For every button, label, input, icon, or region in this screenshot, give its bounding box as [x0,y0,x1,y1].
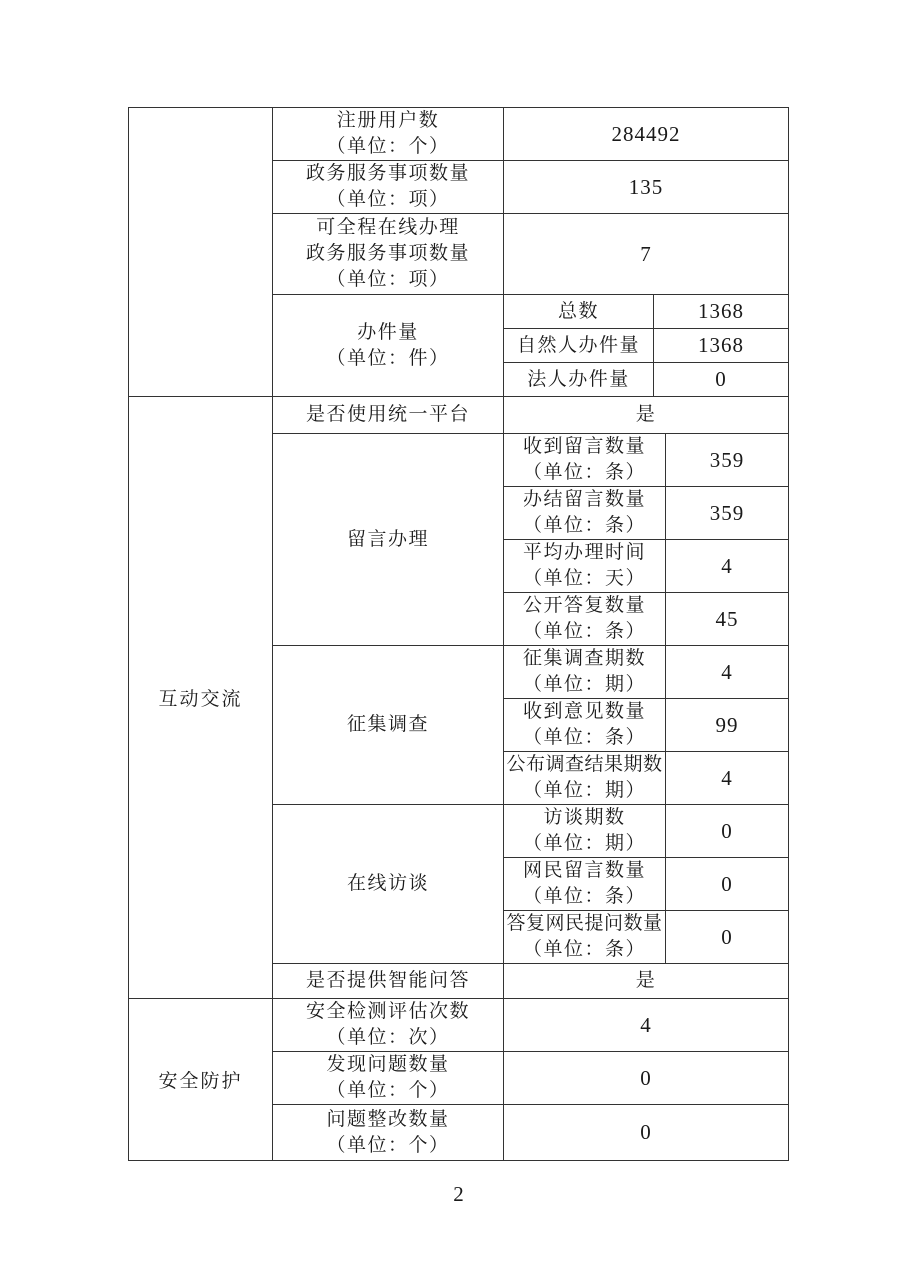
cell-problems-found-label [273,1052,504,1105]
cell-full-online-items-value: 7 [504,214,789,295]
row-unit: （单位：期） [522,780,646,801]
section-interaction-label: 互动交流 [129,397,273,999]
row-label: 答复网民提问数量 [506,913,663,934]
cell-service-items-label [273,161,504,214]
row-unit: （单位：个） [326,136,450,157]
row-unit: （单位：个） [326,1080,450,1101]
group-interviews-label: 在线访谈 [273,805,504,964]
row-unit: （单位：项） [326,189,450,210]
cell-problems-found-value: 0 [504,1052,789,1105]
cell-full-online-items-label [273,214,504,295]
row-label-line2: 政务服务事项数量 [305,243,470,264]
group-unit: （单位：件） [326,347,450,369]
table-row [129,999,789,1052]
cell-opinions-received-label [504,699,666,752]
cell-survey-periods-label [504,646,666,699]
row-label: 问题整改数量 [326,1108,450,1130]
row-label: 政务服务事项数量 [305,163,470,184]
row-unit: （单位：条） [522,462,646,483]
cell-cases-natural-label: 自然人办件量 [504,329,654,363]
row-unit: （单位：天） [522,568,646,589]
cell-public-replies-label [504,593,666,646]
cell-registered-users-label [273,108,504,161]
table-row [129,397,789,434]
row-unit: （单位：项） [326,269,450,290]
cell-unified-platform-value: 是 [504,397,789,434]
cell-netizen-messages-label [504,858,666,911]
cell-messages-handled-label [504,487,666,540]
row-label: 安全检测评估次数 [305,1001,470,1022]
cell-avg-handle-time-value: 4 [666,540,789,593]
row-unit: （单位：条） [522,515,646,536]
cell-survey-results-label [504,752,666,805]
cell-avg-handle-time-label [504,540,666,593]
row-label: 访谈期数 [543,807,626,828]
row-label: 公布调查结果期数 [506,754,663,775]
cell-questions-answered-value: 0 [666,911,789,964]
annual-report-table [128,107,789,1161]
cell-security-checks-label [273,999,504,1052]
cell-smart-qa-label: 是否提供智能问答 [273,964,504,999]
row-unit: （单位：条） [522,621,646,642]
row-unit: （单位：个） [326,1134,450,1156]
row-label: 注册用户数 [336,110,440,131]
cell-survey-periods-value: 4 [666,646,789,699]
cell-public-replies-value: 45 [666,593,789,646]
cell-registered-users-value: 284492 [504,108,789,161]
cell-cases-total-label: 总数 [504,295,654,329]
group-label: 办件量 [357,321,419,343]
row-label: 征集调查期数 [522,648,646,669]
section-blank-cell [129,108,273,397]
group-messages-label: 留言办理 [273,434,504,646]
row-label: 办结留言数量 [522,489,646,510]
row-label: 收到意见数量 [522,701,646,722]
row-unit: （单位：条） [522,939,646,960]
cell-cases-legal-label: 法人办件量 [504,363,654,397]
cell-messages-received-value: 359 [666,434,789,487]
cell-survey-results-value: 4 [666,752,789,805]
cell-interview-periods-label [504,805,666,858]
row-label: 公开答复数量 [522,595,646,616]
section-security-label: 安全防护 [129,999,273,1161]
table-row [129,108,789,161]
group-surveys-label: 征集调查 [273,646,504,805]
row-unit: （单位：条） [522,886,646,907]
row-label: 平均办理时间 [522,542,646,563]
cell-opinions-received-value: 99 [666,699,789,752]
row-label-line1: 可全程在线办理 [316,217,460,238]
row-label: 发现问题数量 [326,1054,450,1075]
cell-problems-fixed-label [273,1105,504,1161]
cell-cases-legal-value: 0 [654,363,789,397]
cell-messages-received-label [504,434,666,487]
row-unit: （单位：期） [522,674,646,695]
cell-messages-handled-value: 359 [666,487,789,540]
cell-unified-platform-label: 是否使用统一平台 [273,397,504,434]
cell-cases-group-label [273,295,504,397]
row-unit: （单位：期） [522,833,646,854]
cell-questions-answered-label [504,911,666,964]
row-unit: （单位：条） [522,727,646,748]
cell-problems-fixed-value: 0 [504,1105,789,1161]
cell-interview-periods-value: 0 [666,805,789,858]
row-label: 网民留言数量 [522,860,646,881]
cell-cases-natural-value: 1368 [654,329,789,363]
cell-cases-total-value: 1368 [654,295,789,329]
page-number: 2 [453,1182,464,1206]
cell-netizen-messages-value: 0 [666,858,789,911]
cell-service-items-value: 135 [504,161,789,214]
cell-security-checks-value: 4 [504,999,789,1052]
row-unit: （单位：次） [326,1027,450,1048]
cell-smart-qa-value: 是 [504,964,789,999]
row-label: 收到留言数量 [522,436,646,457]
